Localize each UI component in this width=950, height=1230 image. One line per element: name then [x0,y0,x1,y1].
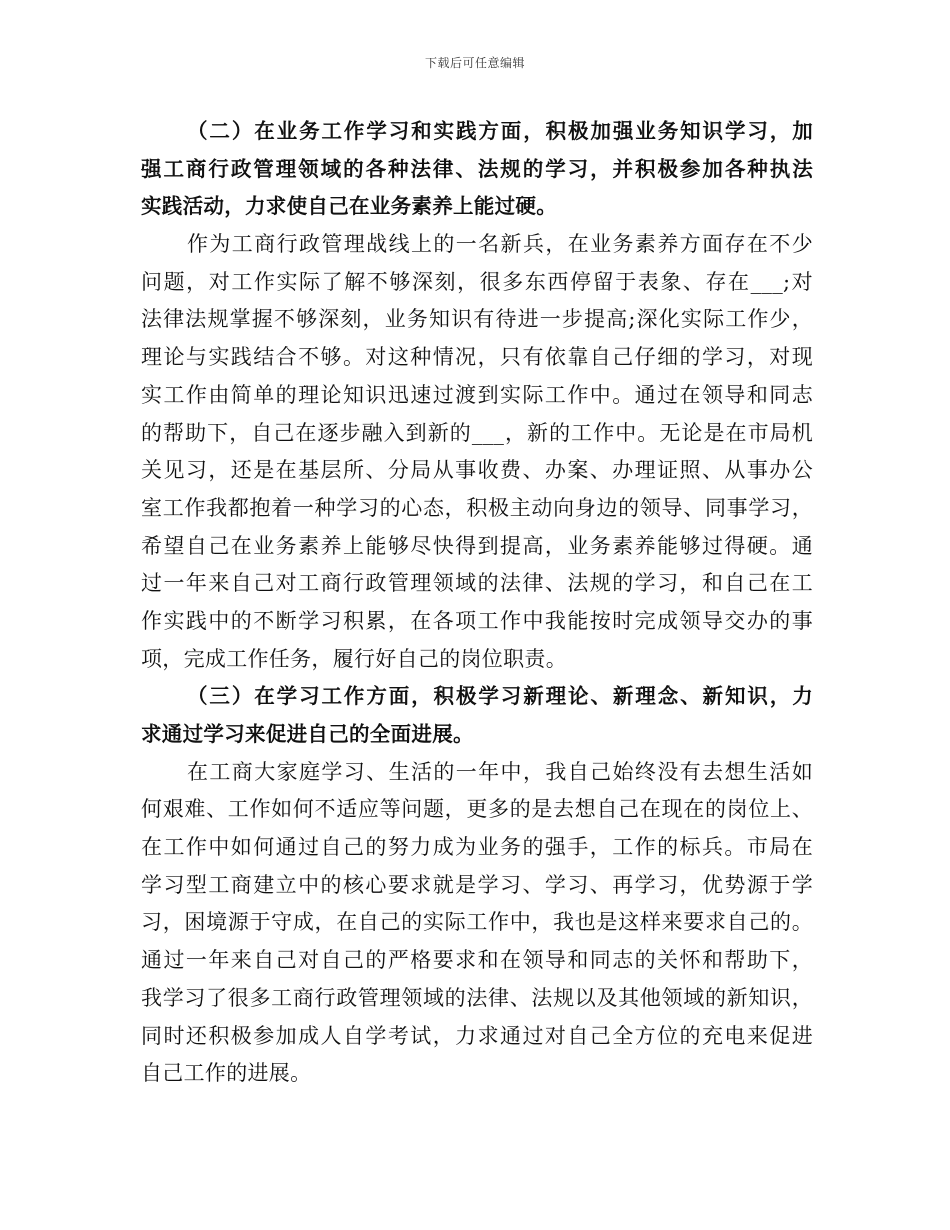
section-3-paragraph-line: 我学习了很多工商行政管理领域的法律、法规以及其他领域的新知识， [141,985,813,1010]
document-body [141,113,813,1093]
section-2-paragraph-line: 实工作由简单的理论知识迅速过渡到实际工作中。通过在领导和同志 [141,382,813,407]
page-header: 下载后可任意编辑 [424,56,525,70]
section-2-paragraph-line: 希望自己在业务素养上能够尽快得到提高，业务素养能够过得硬。通 [141,533,813,558]
section-2-heading-line-3: 实践活动，力求使自己在业务素养上能过硬。 [141,194,557,219]
section-2-paragraph-line: 室工作我都抱着一种学习的心态，积极主动向身边的领导、同事学习， [141,495,813,520]
section-3-paragraph-line: 通过一年来自己对自己的严格要求和在领导和同志的关怀和帮助下， [141,948,813,973]
section-2-heading-line-1: （二）在业务工作学习和实践方面，积极加强业务知识学习，加 [187,119,813,143]
section-3-paragraph-line: 同时还积极参加成人自学考试，力求通过对自己全方位的充电来促进 [141,1023,813,1048]
section-2-paragraph-line: 过一年来自己对工商行政管理领域的法律、法规的学习，和自己在工 [141,571,813,596]
section-2-paragraph-line: 的帮助下，自己在逐步融入到新的___，新的工作中。无论是在市局机 [141,420,813,445]
section-2-paragraph-line: 项，完成工作任务，履行好自己的岗位职责。 [141,646,567,671]
section-3-heading-line-1: （三）在学习工作方面，积极学习新理论、新理念、新知识，力 [187,684,813,709]
section-3-paragraph-line: 学习型工商建立中的核心要求就是学习、学习、再学习，优势源于学 [141,872,813,897]
section-2-paragraph-line: 理论与实践结合不够。对这种情况，只有依靠自己仔细的学习，对现 [141,345,813,370]
section-2 [141,113,813,678]
section-2-paragraph-line: 关见习，还是在基层所、分局从事收费、办案、办理证照、从事办公 [141,458,813,483]
section-3-paragraph-line: 习，困境源于守成，在自己的实际工作中，我也是这样来要求自己的。 [141,910,813,935]
section-2-paragraph-line: 法律法规掌握不够深刻，业务知识有待进一步提高;深化实际工作少， [141,307,813,332]
section-3-paragraph-line: 自己工作的进展。 [141,1061,312,1086]
section-2-heading-line-2: 强工商行政管理领域的各种法律、法规的学习，并积极参加各种执法 [141,156,813,181]
section-3-paragraph-line: 在工作中如何通过自己的努力成为业务的强手，工作的标兵。市局在 [141,835,813,860]
section-2-paragraph-line: 问题，对工作实际了解不够深刻，很多东西停留于表象、存在___;对 [141,269,813,294]
section-2-paragraph-line: 作为工商行政管理战线上的一名新兵，在业务素养方面存在不少 [187,232,813,257]
section-2-paragraph-line: 作实践中的不断学习积累，在各项工作中我能按时完成领导交办的事 [141,608,813,633]
section-3-paragraph-line: 何艰难、工作如何不适应等问题，更多的是去想自己在现在的岗位上、 [141,797,813,822]
section-3-heading-line-2: 求通过学习来促进自己的全面进展。 [141,722,474,746]
section-3 [141,678,813,1093]
section-3-paragraph-line: 在工商大家庭学习、生活的一年中，我自己始终没有去想生活如 [187,759,813,784]
